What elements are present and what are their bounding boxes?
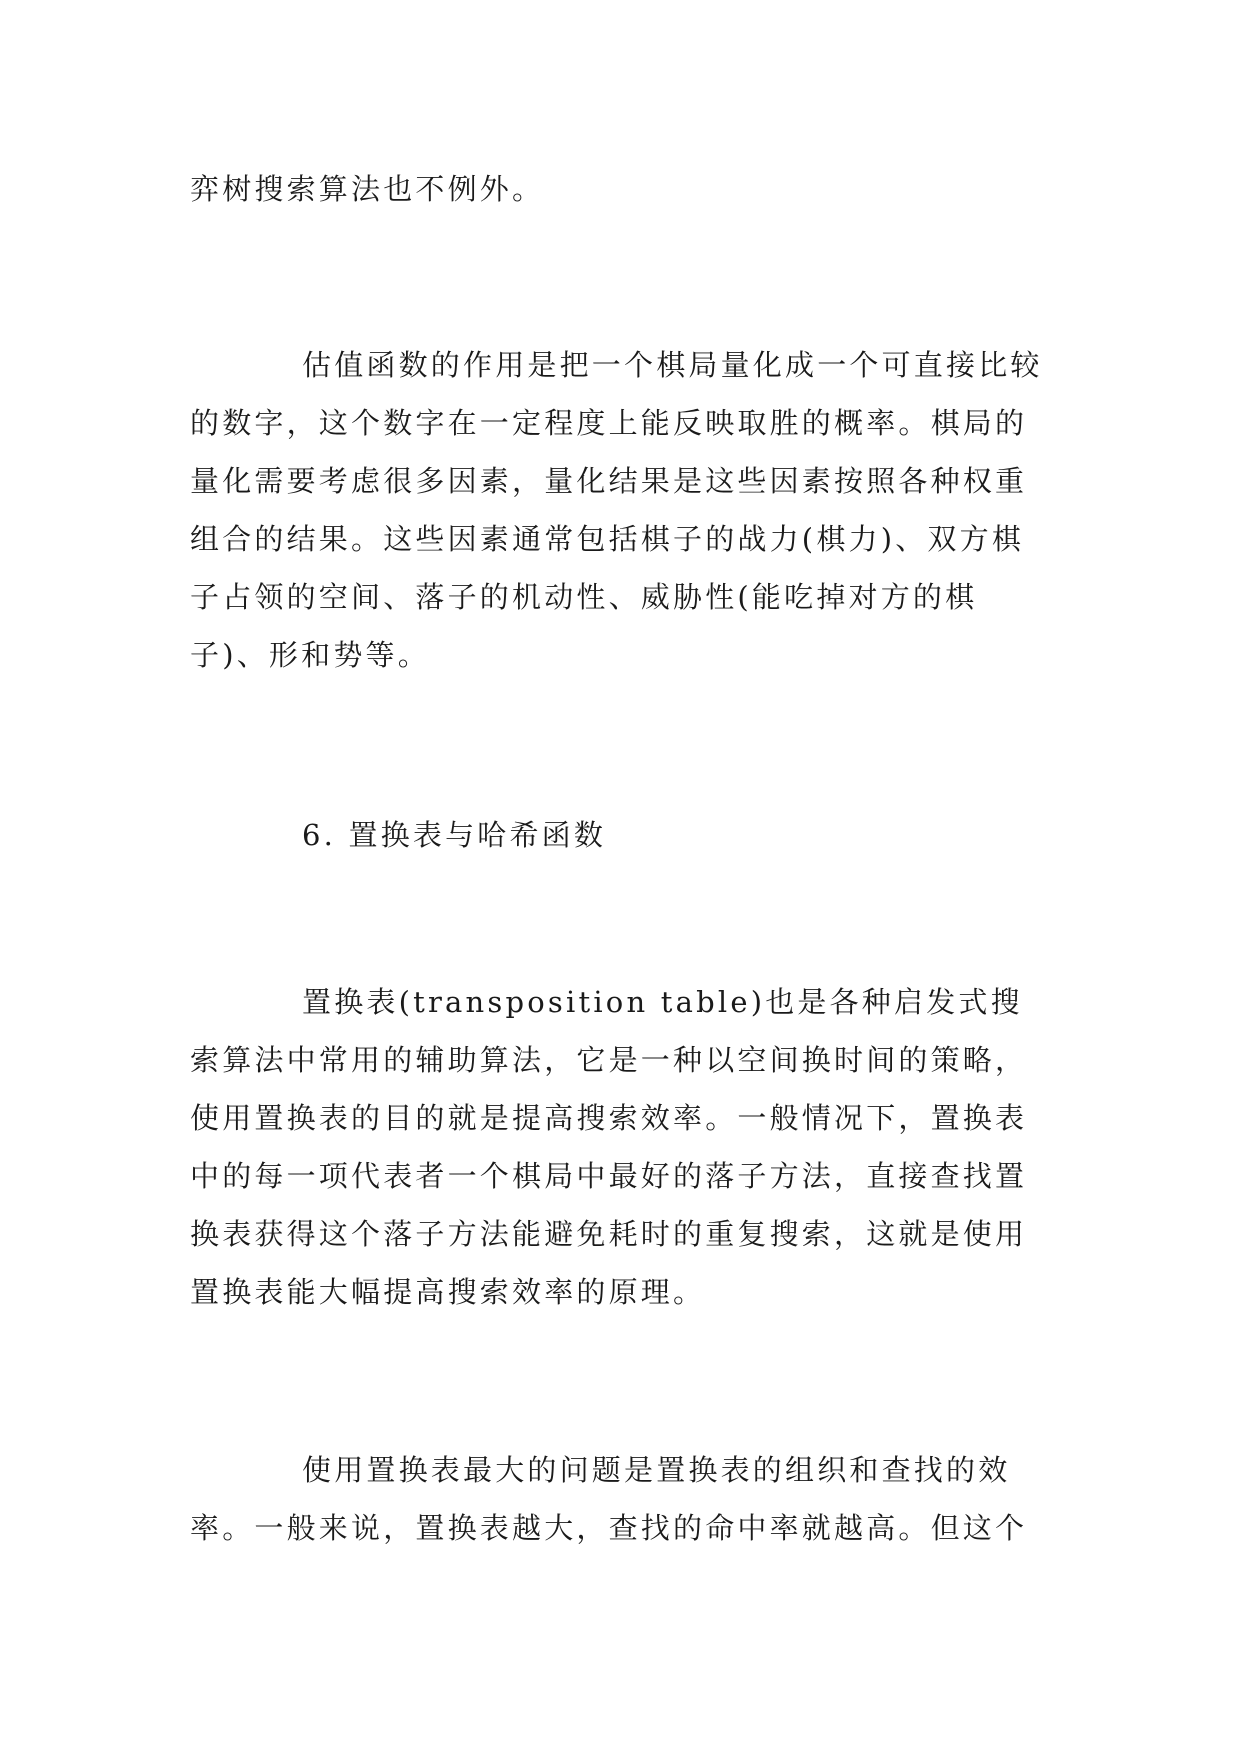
paragraph-table-efficiency: 使用置换表最大的问题是置换表的组织和查找的效率。一般来说，置换表越大，查找的命中率就越高。但这个 <box>190 1453 1028 1545</box>
section-heading: 6. 置换表与哈希函数 <box>302 818 607 852</box>
paragraph-evaluation-function: 估值函数的作用是把一个棋局量化成一个可直接比较的数字，这个数字在一定程度上能反映取胜的概率。棋局的量化需要考虑很多因素，量化结果是这些因素按照各种权重组合的结果。这些因素通常包括棋子的战力(棋力)、双方棋子占领的空间、落子的机动性、威胁性(能吃掉对方的棋子)、形和势等。 <box>190 348 1043 672</box>
paragraph-transposition-table: 置换表(transposition table)也是各种启发式搜索算法中常用的辅助算法，它是一种以空间换时间的策略，使用置换表的目的就是提高搜索效率。一般情况下，置换表中的每一项代表者一个棋局中最好的落子方法，直接查找置换表获得这个落子方法能避免耗时的重复搜索，这就是使用置换表能大幅提高搜索效率的原理。 <box>190 985 1028 1309</box>
paragraph-continued: 弈树搜索算法也不例外。 <box>190 172 545 206</box>
